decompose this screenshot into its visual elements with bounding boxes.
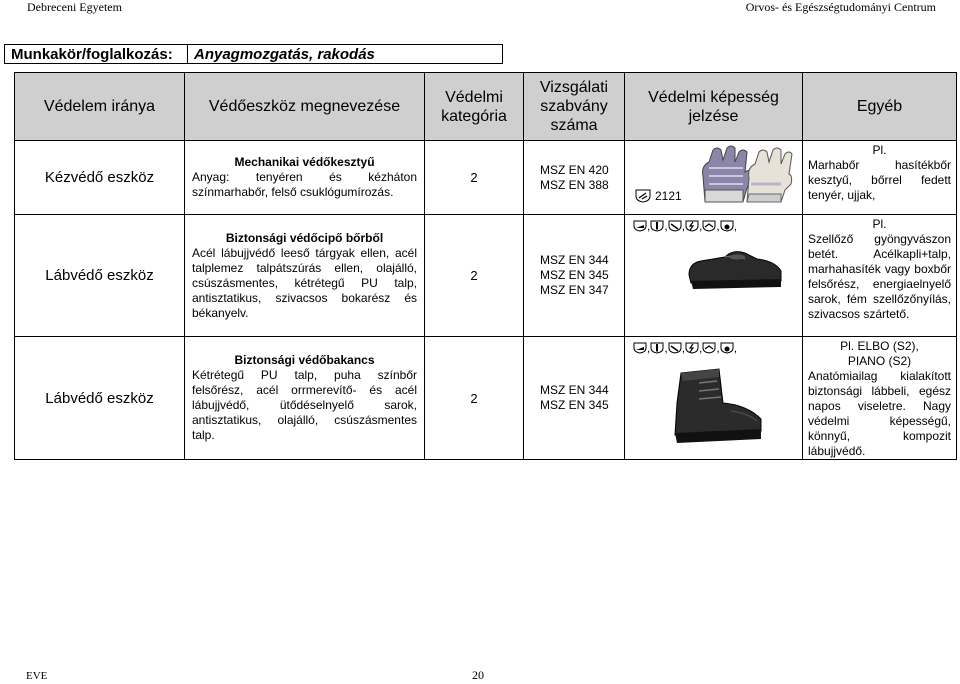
item-name: Biztonsági védőcipő bőrből xyxy=(225,230,384,245)
ppe-table xyxy=(14,72,957,460)
oil-resistance-icon xyxy=(720,342,734,354)
energy-absorption-icon xyxy=(702,220,716,232)
egyeb-pl: Pl. xyxy=(872,143,887,157)
table-row xyxy=(15,337,957,460)
icon-separator: , xyxy=(716,219,720,233)
glove-image xyxy=(695,144,795,206)
antistatic-icon xyxy=(685,220,699,232)
standard: MSZ EN 344 xyxy=(540,383,609,397)
row-egyeb xyxy=(803,215,957,337)
row-standards xyxy=(524,215,625,337)
header-kepesseg xyxy=(625,73,803,141)
row-standards xyxy=(524,337,625,460)
table-header-row xyxy=(15,73,957,141)
icon-separator: , xyxy=(664,341,668,355)
row-irany: Lábvédő eszköz xyxy=(15,215,185,337)
header-centre: Orvos- és Egészségtudományi Centrum xyxy=(745,0,936,14)
job-title-table xyxy=(4,44,503,64)
row-megnevezes xyxy=(185,141,425,215)
icon-separator: , xyxy=(699,219,703,233)
standard: MSZ EN 345 xyxy=(540,268,609,282)
job-label: Munkakör/foglalkozás: xyxy=(5,45,188,64)
item-description: Anyag: tenyéren és kézháton színmarhabőr, felső csuklógumírozás. xyxy=(192,170,417,199)
icon-separator: , xyxy=(699,341,703,355)
icon-separator: , xyxy=(647,219,651,233)
protection-icons xyxy=(633,219,737,233)
row-kepesseg xyxy=(625,337,803,460)
code-value: 2121 xyxy=(655,189,682,203)
energy-absorption-icon xyxy=(702,342,716,354)
header-kategoria xyxy=(425,73,524,141)
row-irany: Kézvédő eszköz xyxy=(15,141,185,215)
toe-cap-icon xyxy=(633,342,647,354)
icon-separator: , xyxy=(716,341,720,355)
table-row xyxy=(15,215,957,337)
egyeb-pl: Pl. xyxy=(872,217,887,231)
mechanical-hazard-icon xyxy=(635,189,651,203)
header-szabvany xyxy=(524,73,625,141)
header-szabvany-line3: száma xyxy=(550,117,598,134)
header-szabvany-line2: szabvány xyxy=(540,98,608,115)
item-name: Mechanikai védőkesztyű xyxy=(234,155,375,169)
row-standards xyxy=(524,141,625,215)
row-kepesseg xyxy=(625,141,803,215)
item-description: Acél lábujjvédő leeső tárgyak ellen, acél talplemez talpátszúrás ellen, olajálló, csúszásmentes, kétrétegű PU talp, antisztatikus, szivacsos bokarész és békanyelv. xyxy=(192,245,417,320)
row-egyeb xyxy=(803,141,957,215)
icon-separator: , xyxy=(733,219,738,233)
item-name: Biztonsági védőbakancs xyxy=(234,353,375,367)
row-irany: Lábvédő eszköz xyxy=(15,337,185,460)
header-szabvany-line1: Vizsgálati xyxy=(539,79,609,96)
egyeb-pl: Pl. ELBO (S2), xyxy=(840,339,919,353)
icon-separator: , xyxy=(733,341,738,355)
protection-icons xyxy=(633,341,737,355)
header-institution: Debreceni Egyetem xyxy=(27,0,122,14)
item-description: Kétrétegű PU talp, puha színbőr felsőrész, acél orrmerevítő- és acél lábujjvédő, ütődéselnyelő sarok, antisztatikus, olajálló, csúszásmentes talp. xyxy=(192,368,417,442)
row-kepesseg xyxy=(625,215,803,337)
table-row xyxy=(15,141,957,215)
header-kepesseg-line2: jelzése xyxy=(688,107,739,125)
standard: MSZ EN 388 xyxy=(540,177,609,192)
header-kategoria-line1: Védelmi xyxy=(445,88,503,106)
safety-boot-image xyxy=(661,363,771,449)
penetration-icon xyxy=(650,220,664,232)
row-megnevezes xyxy=(185,337,425,460)
penetration-icon xyxy=(650,342,664,354)
header-megnevezes: Védőeszköz megnevezése xyxy=(185,73,425,141)
slip-resistance-icon xyxy=(668,220,682,232)
header-kategoria-line2: kategória xyxy=(441,107,507,125)
header-kepesseg-line1: Védelmi képesség xyxy=(648,88,779,106)
standard: MSZ EN 344 xyxy=(540,253,609,267)
header-irany: Védelem iránya xyxy=(15,73,185,141)
row-megnevezes xyxy=(185,215,425,337)
icon-separator: , xyxy=(647,341,651,355)
oil-resistance-icon xyxy=(720,220,734,232)
page-number: 20 xyxy=(472,668,484,682)
safety-shoe-image xyxy=(685,245,785,295)
egyeb-text: Anatómiailag kialakított biztonsági lábbeli, egész napos viseletre. Nagy védelmi képességű, könnyű, kompozit lábujjvédő. xyxy=(808,369,951,458)
row-egyeb xyxy=(803,337,957,460)
row-kategoria: 2 xyxy=(425,215,524,337)
standard: MSZ EN 347 xyxy=(540,283,609,297)
slip-resistance-icon xyxy=(668,342,682,354)
protection-code xyxy=(635,189,682,203)
icon-separator: , xyxy=(681,219,686,233)
standard: MSZ EN 345 xyxy=(540,398,609,412)
footer-eve: EVE xyxy=(26,670,48,682)
header-egyeb: Egyéb xyxy=(803,73,957,141)
egyeb-pl-2: PIANO (S2) xyxy=(847,354,912,368)
job-value: Anyagmozgatás, rakodás xyxy=(188,45,503,64)
row-kategoria: 2 xyxy=(425,141,524,215)
antistatic-icon xyxy=(685,342,699,354)
icon-separator: , xyxy=(664,219,668,233)
egyeb-text: Marhabőr hasítékbőr kesztyű, bőrrel fedett tenyér, ujjak, xyxy=(808,158,951,202)
toe-cap-icon xyxy=(633,220,647,232)
standard: MSZ EN 420 xyxy=(540,162,609,177)
egyeb-text: Szellőző gyöngyvászon betét. Acélkapli+talp, marhahasíték vagy boxbőr felsőrész, energiaelnyelő sarok, fém szellőzőnyílás, szivacsos szártető. xyxy=(808,232,951,321)
row-kategoria: 2 xyxy=(425,337,524,460)
icon-separator: , xyxy=(681,341,686,355)
